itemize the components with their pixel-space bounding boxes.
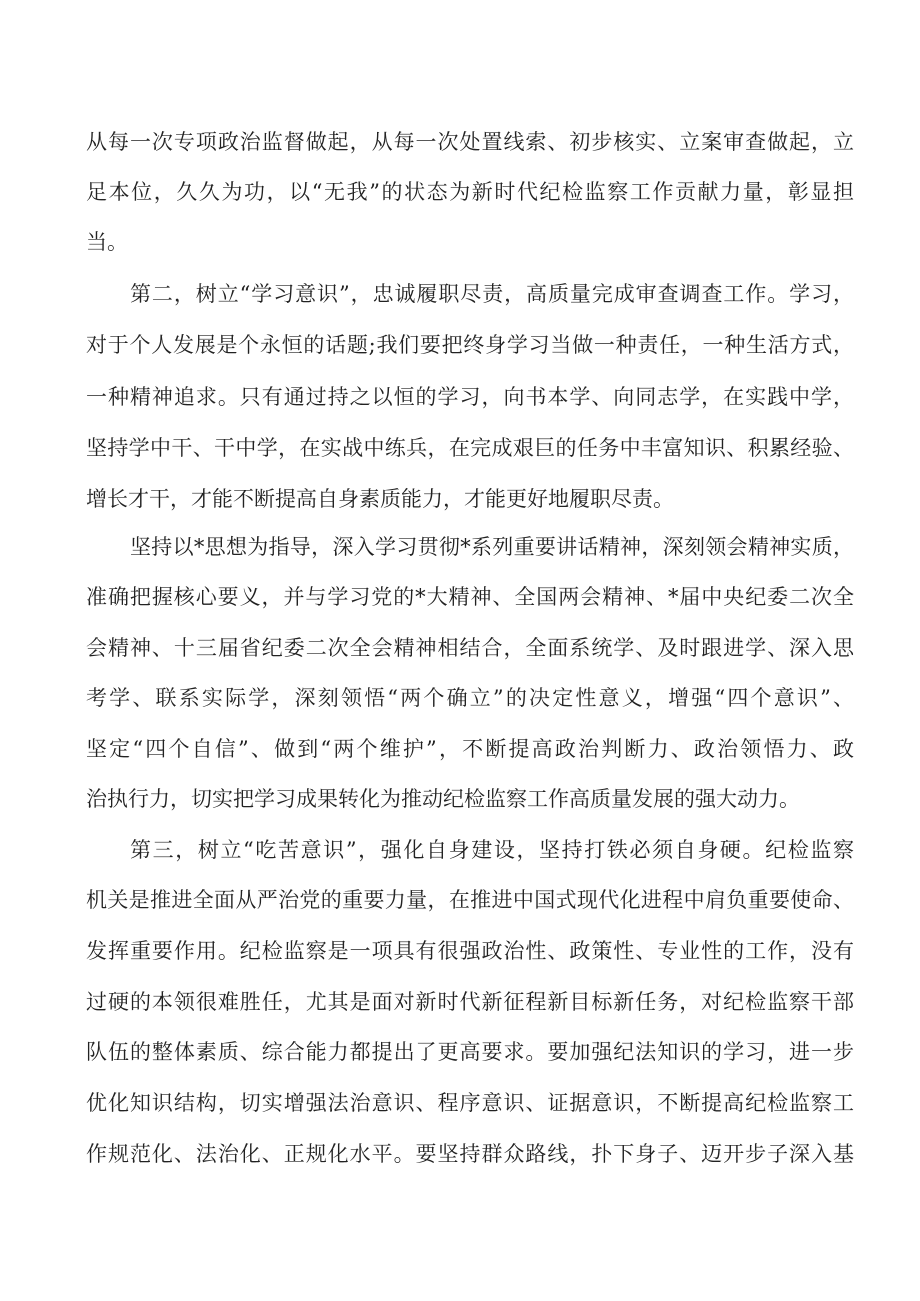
text-line: 第三，树立“吃苦意识”，强化自身建设，坚持打铁必须自身硬。纪检监察 [130, 838, 854, 862]
text-line: 当。 [86, 230, 128, 254]
text-line: 第二，树立“学习意识”，忠诚履职尽责，高质量完成审查调查工作。学习， [130, 282, 854, 306]
text-line: 队伍的整体素质、综合能力都提出了更高要求。要加强纪法知识的学习，进一步 [86, 1040, 854, 1064]
text-line: 足本位，久久为功，以“无我”的状态为新时代纪检监察工作贡献力量，彰显担 [86, 180, 854, 204]
text-line: 治执行力，切实把学习成果转化为推动纪检监察工作高质量发展的强大动力。 [86, 787, 800, 811]
text-line: 发挥重要作用。纪检监察是一项具有很强政治性、政策性、专业性的工作，没有 [86, 939, 854, 963]
text-line: 作规范化、法治化、正规化水平。要坚持群众路线，扑下身子、迈开步子深入基 [86, 1142, 854, 1166]
text-line: 从每一次专项政治监督做起，从每一次处置线索、初步核实、立案审查做起，立 [86, 130, 854, 154]
text-line: 一种精神追求。只有通过持之以恒的学习，向书本学、向同志学，在实践中学， [86, 385, 854, 409]
text-line: 增长才干，才能不断提高自身素质能力，才能更好地履职尽责。 [86, 487, 674, 511]
text-line: 准确把握核心要义，并与学习党的*大精神、全国两会精神、*届中央纪委二次全 [86, 585, 854, 609]
text-line: 坚定“四个自信”、做到“两个维护”，不断提高政治判断力、政治领悟力、政 [86, 737, 854, 761]
text-line: 机关是推进全面从严治党的重要力量，在推进中国式现代化进程中肩负重要使命、 [86, 888, 854, 912]
text-line: 坚持以*思想为指导，深入学习贯彻*系列重要讲话精神，深刻领会精神实质， [130, 535, 854, 559]
text-line: 坚持学中干、干中学，在实战中练兵，在完成艰巨的任务中丰富知识、积累经验、 [86, 436, 854, 460]
text-line: 过硬的本领很难胜任，尤其是面对新时代新征程新目标新任务，对纪检监察干部 [86, 990, 854, 1014]
text-line: 会精神、十三届省纪委二次全会精神相结合，全面系统学、及时跟进学、深入思 [86, 636, 854, 660]
text-line: 对于个人发展是个永恒的话题;我们要把终身学习当做一种责任，一种生活方式， [86, 333, 854, 357]
text-line: 考学、联系实际学，深刻领悟“两个确立”的决定性意义，增强“四个意识”、 [86, 686, 854, 710]
text-line: 优化知识结构，切实增强法治意识、程序意识、证据意识，不断提高纪检监察工 [86, 1091, 854, 1115]
